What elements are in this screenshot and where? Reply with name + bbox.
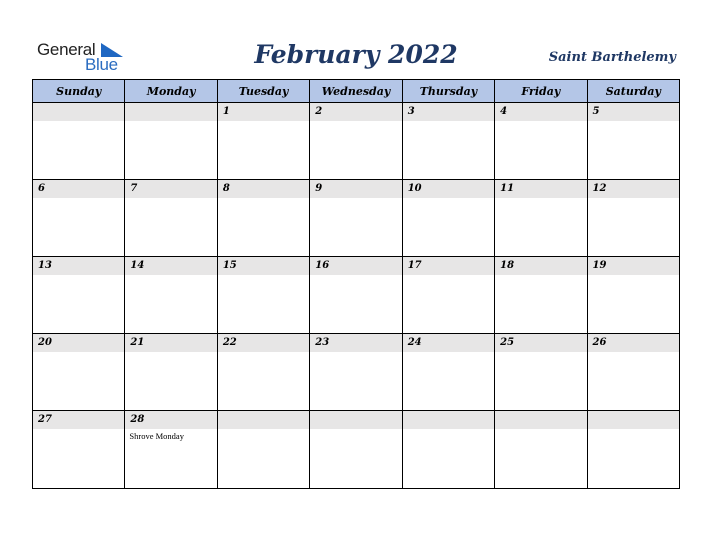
day-event <box>218 352 309 354</box>
day-number: 2 <box>310 103 401 121</box>
day-cell <box>310 103 402 180</box>
day-number <box>33 103 124 121</box>
day-number: 16 <box>310 257 401 275</box>
weekday-header: Tuesday <box>217 80 309 103</box>
day-cell <box>310 180 402 257</box>
day-number: 18 <box>495 257 586 275</box>
day-event: Shrove Monday <box>129 431 184 441</box>
day-event <box>310 352 401 354</box>
day-event <box>403 275 494 277</box>
day-cell <box>587 180 679 257</box>
week-row <box>33 334 680 411</box>
day-cell <box>495 257 587 334</box>
day-number <box>403 411 494 429</box>
day-number: 8 <box>218 180 309 198</box>
day-number: 23 <box>310 334 401 352</box>
day-number: 28 <box>125 411 216 429</box>
day-cell <box>310 411 402 489</box>
week-row <box>33 411 680 489</box>
logo-text-blue: Blue <box>85 55 118 74</box>
day-event <box>33 121 124 123</box>
day-event <box>33 352 124 354</box>
day-event <box>33 275 124 277</box>
day-cell <box>125 334 217 411</box>
month-calendar <box>32 79 680 489</box>
day-event <box>218 275 309 277</box>
day-number: 14 <box>125 257 216 275</box>
day-cell <box>402 180 494 257</box>
day-cell <box>495 411 587 489</box>
day-number: 26 <box>588 334 679 352</box>
region-name: Saint Barthelemy <box>548 50 676 65</box>
day-cell <box>587 334 679 411</box>
day-cell <box>587 103 679 180</box>
weekday-header: Thursday <box>402 80 494 103</box>
day-event <box>125 352 216 354</box>
day-cell <box>495 103 587 180</box>
day-cell <box>217 103 309 180</box>
day-number <box>218 411 309 429</box>
week-row <box>33 103 680 180</box>
weekday-header: Friday <box>495 80 587 103</box>
day-cell <box>33 334 125 411</box>
day-event <box>33 198 124 200</box>
calendar-title: February 2022 <box>254 40 458 69</box>
day-event <box>310 121 401 123</box>
day-cell <box>33 180 125 257</box>
weekday-header-row <box>33 80 680 103</box>
day-event <box>310 429 401 431</box>
day-event <box>125 275 216 277</box>
day-event <box>495 429 586 431</box>
day-number: 22 <box>218 334 309 352</box>
day-cell <box>495 334 587 411</box>
day-event <box>403 198 494 200</box>
day-cell <box>495 180 587 257</box>
day-number: 21 <box>125 334 216 352</box>
day-number <box>495 411 586 429</box>
day-number: 19 <box>588 257 679 275</box>
weekday-header: Saturday <box>587 80 679 103</box>
day-number: 15 <box>218 257 309 275</box>
day-event <box>218 198 309 200</box>
day-cell <box>310 257 402 334</box>
day-number: 12 <box>588 180 679 198</box>
weekday-header: Sunday <box>33 80 125 103</box>
day-event <box>588 352 679 354</box>
day-cell <box>402 411 494 489</box>
day-cell <box>33 411 125 489</box>
day-event <box>403 121 494 123</box>
day-number: 17 <box>403 257 494 275</box>
day-number: 24 <box>403 334 494 352</box>
day-number <box>310 411 401 429</box>
day-cell <box>587 257 679 334</box>
day-number: 1 <box>218 103 309 121</box>
day-cell <box>33 257 125 334</box>
day-event <box>218 121 309 123</box>
day-event <box>403 352 494 354</box>
day-cell <box>33 103 125 180</box>
day-cell <box>125 103 217 180</box>
day-number: 10 <box>403 180 494 198</box>
day-event <box>33 429 124 431</box>
day-event <box>495 198 586 200</box>
day-event <box>495 121 586 123</box>
day-number: 4 <box>495 103 586 121</box>
day-cell <box>310 334 402 411</box>
day-number <box>125 103 216 121</box>
day-number: 6 <box>33 180 124 198</box>
day-cell <box>217 180 309 257</box>
week-row <box>33 180 680 257</box>
day-cell <box>125 180 217 257</box>
day-number: 5 <box>588 103 679 121</box>
day-cell <box>217 257 309 334</box>
day-event <box>125 198 216 200</box>
day-cell <box>125 411 217 489</box>
weekday-header: Monday <box>125 80 217 103</box>
day-event <box>125 121 216 123</box>
day-number: 20 <box>33 334 124 352</box>
day-cell <box>402 334 494 411</box>
day-number: 27 <box>33 411 124 429</box>
weekday-header: Wednesday <box>310 80 402 103</box>
day-cell <box>125 257 217 334</box>
day-event <box>403 429 494 431</box>
day-number: 25 <box>495 334 586 352</box>
logo-text-general: General <box>37 40 96 59</box>
day-number: 9 <box>310 180 401 198</box>
day-cell <box>402 103 494 180</box>
day-cell <box>587 411 679 489</box>
day-cell <box>217 411 309 489</box>
day-event <box>310 198 401 200</box>
day-number <box>588 411 679 429</box>
day-cell <box>402 257 494 334</box>
day-event <box>495 352 586 354</box>
day-event <box>495 275 586 277</box>
day-number: 11 <box>495 180 586 198</box>
day-number: 3 <box>403 103 494 121</box>
day-number: 13 <box>33 257 124 275</box>
day-event <box>218 429 309 431</box>
day-cell <box>217 334 309 411</box>
day-event <box>588 275 679 277</box>
day-event <box>588 121 679 123</box>
day-number: 7 <box>125 180 216 198</box>
day-event <box>588 198 679 200</box>
day-event <box>310 275 401 277</box>
day-event <box>588 429 679 431</box>
week-row <box>33 257 680 334</box>
